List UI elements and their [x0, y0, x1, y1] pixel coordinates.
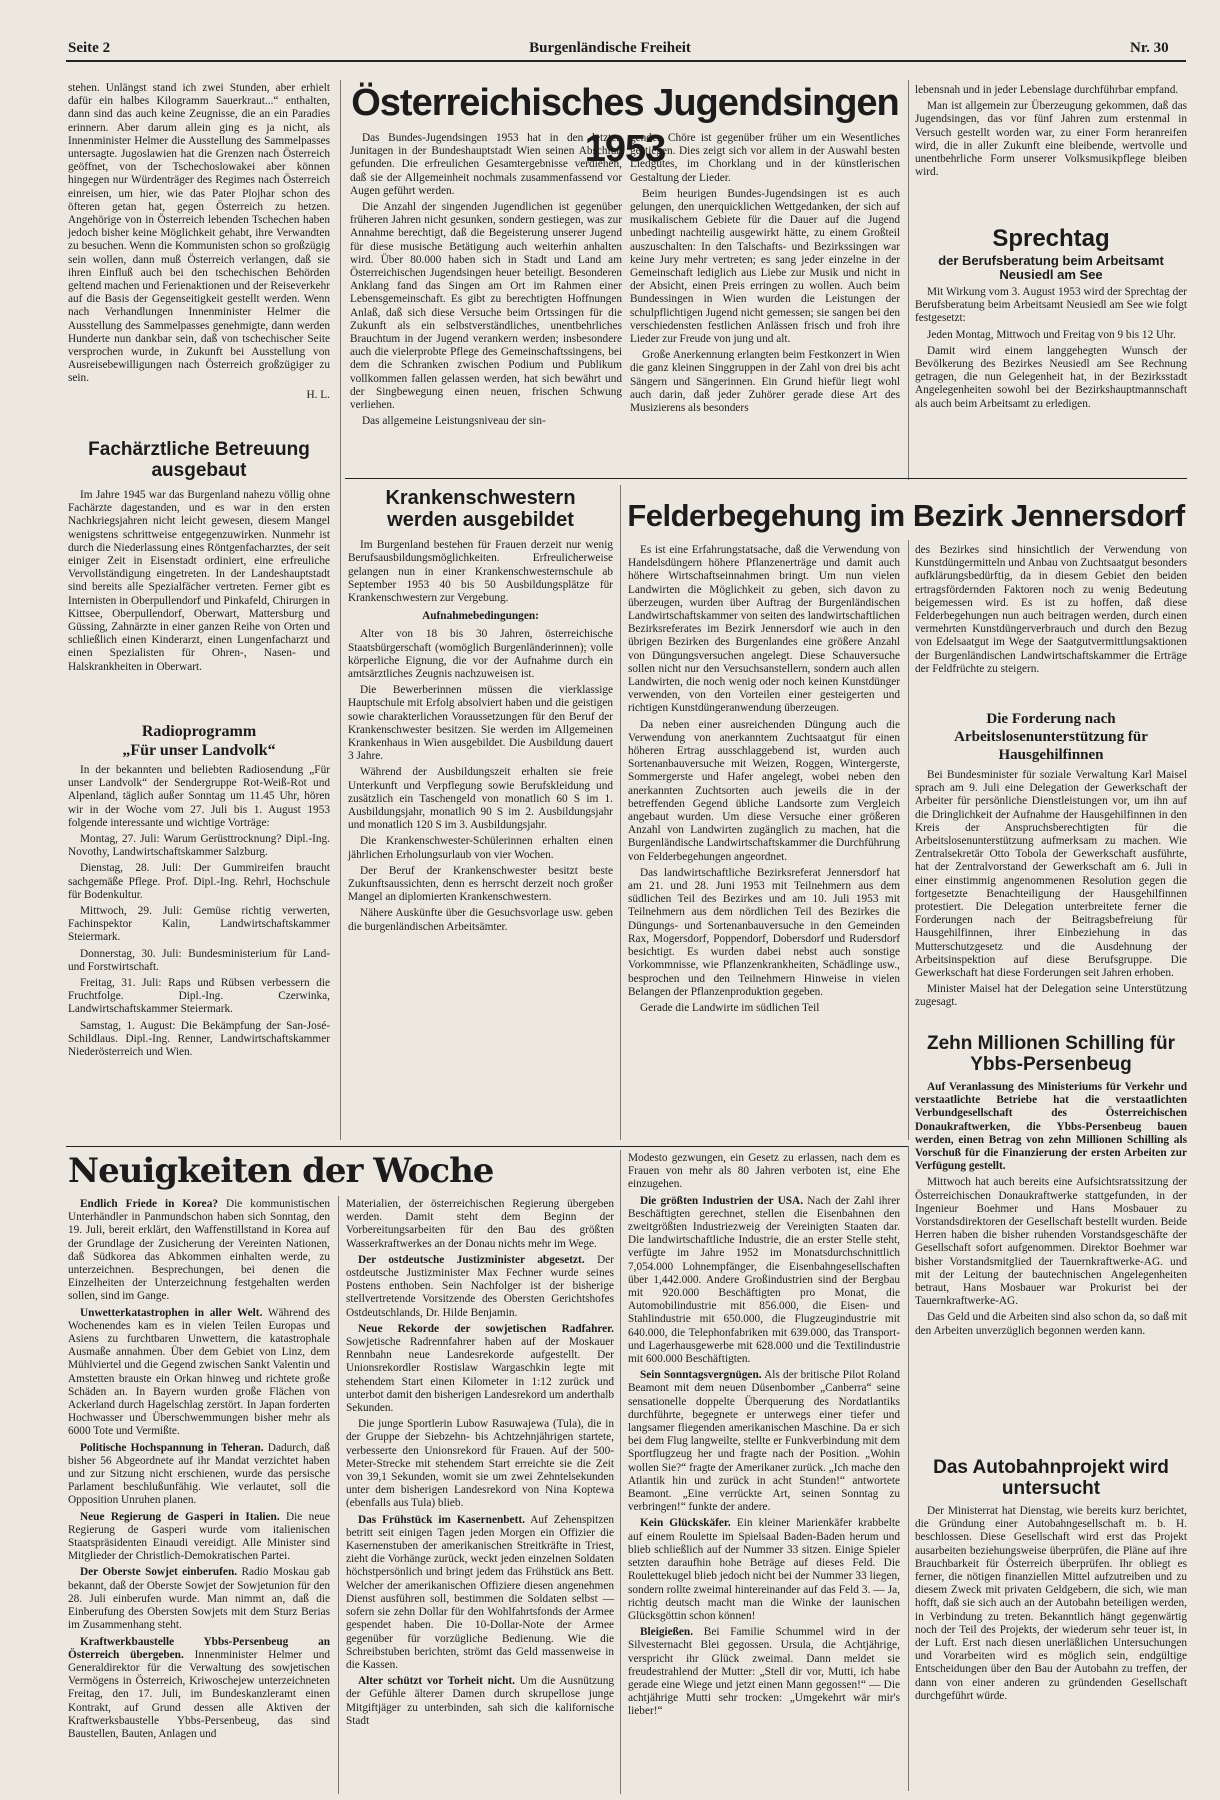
kranken-article — [348, 488, 613, 1138]
autobahn-article — [915, 1458, 1187, 1793]
news-text: Die junge Sportlerin Lubow Rasuwajewa (Tula), die in der Gruppe der Siebzehn- bis Achtzehnjährigen startete, verbesserte den Unionsrekord für Frauen. Auf der 500-Meter-Strecke mit stehendem Start erreichte sie die Zeit von 39,1 Sekunden, womit sie um zwei Zehntelsekunden unter dem bisherigen Landesrekord von Nina Koptewa (ebenfalls aus Tula) blieb. — [346, 1418, 614, 1510]
jugend-paragraph: Große Anerkennung erlangten beim Festkonzert in Wien die ganz kleinen Singgruppen in der Zahl von drei bis acht Sängern und Sängerinnen. Ein Grund hiefür liegt wohl auch darin, daß jeder Zuhörer gerade diese Art des Musizierens als besonders — [630, 349, 900, 415]
jugend-paragraph: Man ist allgemein zur Überzeugung gekommen, daß das Jugendsingen, das vor fünf Jahren zum erstenmal in Versuch gestellt worden war, zu einer Form heranreifen wird, die in aller Zukunft eine bleibende, wertvolle und unentbehrliche Form unserer Volksmusikpflege bleiben wird. — [915, 100, 1187, 179]
news-lead: Sein Sonntagsvergnügen. — [640, 1369, 762, 1382]
kranken-intro: Im Burgenland bestehen für Frauen derzeit nur wenig Berufsausbildungsmöglichkeiten. Erfreulicherweise gelangen nun in einer Krankenschwesternschule ab September 1953 40 bis 50 Ausbildungsplätze für Krankenschwestern zur Vergebung. — [348, 539, 613, 604]
news-text: Auf Zehenspitzen betritt seit einigen Tagen jeden Morgen ein Offizier die Kasernenstuben der amerikanischen Streitkräfte in Triest, zieht die Vorhänge zurück, weckt jeden einzelnen Soldaten höchstpersönlich und bringt jedem das Frühstück ans Bett. Welcher der amerikanischen Offiziere diesen angenehmen Dienst ausführen soll, bestimmen die Soldaten selbst — sofern sie zehn Dollar für den Wohlfahrtsfonds der Armee gespendet haben. Die 10-Dollar-Note der Armee gegenüber für vorzügliche Bedienung. Wie die Schreibstuben berichten, strömt das Geld massenweise in die Kassen. — [346, 1513, 614, 1671]
news-text: Radio Moskau gab bekannt, daß der Oberste Sowjet der Sowjetunion für den 28. Juli einberufen wurde. Man nimmt an, daß die Einberufung des Obersten Sowjets mit dem Sturz Berias im Zusammenhang steht. — [68, 1566, 330, 1632]
kranken-paragraph: Die Bewerberinnen müssen die vierklassige Hauptschule mit Erfolg absolviert haben und die geistigen sowie charakterlichen Voraussetzungen für den Beruf der Krankenschwester besitzen. Sie werden im Allgemeinen Krankenhaus in Wien ausgebildet. Die Ausbildung dauert 3 Jahre. — [348, 684, 613, 763]
ybbs-paragraph: Das Geld und die Arbeiten sind also schon da, so daß mit den Arbeiten unverzüglich begonnen werden kann. — [915, 1311, 1187, 1337]
radio-item: Donnerstag, 30. Juli: Bundesministerium für Land- und Forstwirtschaft. — [68, 947, 330, 973]
news-lead: Das Frühstück im Kasernenbett. — [358, 1513, 525, 1526]
radio-item: Samstag, 1. August: Die Bekämpfung der San-José-Schildlaus. Dipl.-Ing. Renner, Landwirtschaftskammer Niederösterreich und Wien. — [68, 1019, 330, 1059]
kranken-paragraph: Der Beruf der Krankenschwester besitzt beste Zukunftsaussichten, denn es herrscht derzeit noch großer Mangel an diplomierten Krankenschwestern. — [348, 864, 613, 904]
kranken-paragraph: Die Krankenschwester-Schülerinnen erhalten einen jährlichen Erholungsurlaub von vier Wochen. — [348, 835, 613, 861]
section-rule — [66, 1146, 908, 1147]
jugend-paragraph: Das Bundes-Jugendsingen 1953 hat in den letzten Junitagen in der Bundeshauptstadt Wien seinen Abschluß gefunden. Die erfreulichen Gesamtergebnisse verdienen, daß sie der Allgemeinheit nochmals zusammenfassend vor Augen geführt werden. — [350, 132, 622, 197]
forderung-paragraph: Bei Bundesminister für soziale Verwaltung Karl Maisel sprach am 9. Juli eine Delegation der Gewerkschaft der Arbeiter für persönliche Dienstleistungen vor, um ihn auf die Dringlichkeit der Aufnahme der Hausgehilfinnen in den Kreis der Anspruchsberechtigten für die Arbeitslosenunterstützung aufmerksam zu machen. Wie Zentralsekretär Otto Tobola der Gewerkschaft ausführte, hat der Zentralvorstand der Gewerkschaft am 6. Juli in einer einstimmig angenommenen Resolution gegen die fortgesetzte Benachteiligung der Hausgehilfinnen protestiert. Die Delegation unterbreitete ferner die Forderungen nach der Beitragsbefreiung für Hausgehilfinnen, ihrer Einbeziehung in das Mutterschutzgesetz und die Ausdehnung der Arbeitsinspektion auf diese Berufsgruppe. Die Gewerkschaft hat diese Forderungen seit Jahren erhoben. — [915, 769, 1187, 980]
ybbs-paragraph: Mittwoch hat auch bereits eine Aufsichtsratssitzung der Österreichischen Donaukraftwerke stattgefunden, in der Ingenieur Boehmer und Hans Mosbauer zu Vorstandsdirektoren der Gesellschaft bestellt wurden. Beide Herren haben die bisher ruhenden Vorstandsgeschäfte der Gesellschaft sofort aufgenommen. Direktor Boehmer war bisher Vorstandsmitglied der Tauernkraftwerke-AG. und mit der Leitung der bautechnischen Angelegenheiten betraut, Hans Mosbauer war Prokurist bei der Tauernkraftwerke-AG. — [915, 1176, 1187, 1308]
neuigkeiten-column-3 — [628, 1152, 900, 1796]
radio-item: Dienstag, 28. Juli: Der Gummireifen braucht sachgemäße Pflege. Prof. Dipl.-Ing. Rehrl, Hochschule für Bodenkultur. — [68, 862, 330, 901]
news-lead: Der Oberste Sowjet einberufen. — [80, 1566, 238, 1579]
column-divider — [620, 1150, 621, 1794]
column-divider — [620, 485, 621, 1140]
sprechtag-subtitle: der Berufsberatung beim Arbeitsamt Neusiedl am See — [938, 252, 1164, 282]
column-divider — [338, 1196, 339, 1794]
facharzt-article — [68, 440, 330, 710]
news-text: Innenminister Helmer und Generaldirektor für die Verwaltung des sowjetischen Vermögens in Österreich, Kriwoschejew unterzeichneten Freitag, den 17. Juli, im Bundeskanzleramt einen Kontrakt, auf Grund dessen alle Aktiven der Kraftwerksbaustelle Ybbs-Persenbeug, das sind Baustellen, Bauten, Anlagen und — [68, 1648, 330, 1740]
news-text: Der ostdeutsche Justizminister Max Fechner wurde seines Postens enthoben. Sein Nachfolger ist der bisherige stellvertretende Vorsitzende des Obersten Gerichtshofes Ostdeutschlands, Dr. Hilde Benjamin. — [346, 1253, 615, 1319]
felder-paragraph: Da neben einer ausreichenden Düngung auch die Verwendung von anerkanntem Zuchtsaatgut für einen höheren Ertrag ausschlaggebend ist, wurden auch Sortenanbauversuche mit Weizen, Roggen, Wintergerste, Sommergerste und Hafer angelegt, wobei neben den anerkannten Zuchtsorten auch jeweils die in der betreffenden Gegend übliche Landsorte zum Vergleich angebaut wurden. Um diese Versuche einer größeren Anzahl von Landwirten zugänglich zu machen, hat die Burgenländische Landwirtschaftskammer die Durchführung von Felderbegehungen angeordnet. — [628, 718, 900, 863]
news-lead: Kein Glückskäfer. — [640, 1517, 731, 1530]
news-lead: Neue Regierung de Gasperi in Italien. — [80, 1510, 280, 1523]
felder-column-a — [628, 544, 900, 1140]
radio-title: Radioprogramm — [141, 723, 257, 740]
news-lead: Die größten Industrien der USA. — [640, 1194, 804, 1207]
section-rule — [345, 478, 1187, 479]
felder-column-b — [915, 544, 1187, 704]
news-lead: Bleigießen. — [640, 1626, 694, 1639]
jugend-paragraph: lebensnah und in jeder Lebenslage durchführbar empfand. — [915, 84, 1179, 96]
autobahn-title: Das Autobahnprojekt wird untersucht — [933, 1457, 1169, 1499]
forderung-paragraph: Minister Maisel hat der Delegation seine Unterstützung zugesagt. — [915, 983, 1187, 1009]
facharzt-body: Im Jahre 1945 war das Burgenland nahezu völlig ohne Fachärzte dagestanden, und es war in den ersten Nachkriegsjahren nicht leicht gewesen, diesem Mangel wenigstens schrittweise entgegenzuwirken. Nunmehr ist durch die Niederlassung eines Röntgenfacharztes, der seit einiger Zeit in Eisenstadt ordiniert, eine erfreuliche Vervollständigung eingetreten. In der Landeshauptstadt sind bereits alle Spezialfächer vertreten. Ferner gibt es Internisten in Oberpullendorf und Pinkafeld, Chirurgen in Kittsee, Oberpullendorf, Oberwart, Mattersburg und Güssing, Zahnärzte in einer ganzen Reihe von Orten und schließlich einen Kinderarzt, einen Lungenfacharzt und einen Spezialisten für Ohren-, Nasen- und Halskrankheiten in Oberwart. — [68, 489, 330, 673]
radio-subtitle: „Für unser Landvolk“ — [122, 742, 276, 759]
kranken-subhead: Aufnahmebedingungen: — [422, 610, 539, 623]
news-text: Die kommunistischen Unterhändler in Panmundschon haben sich Sonntag, den 19. Juli, bereit erklärt, den Waffenstillstand in Korea auf der Grundlage der Zusicherung der Vereinten Nationen, daß Südkorea das Abkommen einhalten werde, zu unterzeichnen. Besprechungen, bei denen die Einzelheiten der Unterzeichnung festgehalten werden sollen, sind im Gange. — [68, 1198, 330, 1303]
jugend-paragraph: Beim heurigen Bundes-Jugendsingen ist es auch gelungen, den unerquicklichen Wettgedanken, der sich auf musikalischem Gebiete für die Dauer auf die Jugend unbedingt nachteilig ausgewirkt hätte, zu einem Großteil auszuschalten: In den Talschafts- und Bezirkssingen war keine Jury mehr vertreten; es sang jeder einzelne in der Gemeinschaft lediglich aus Liebe zur Musik und nicht in der Absicht, einen Preis erringen zu wollen. Auch beim Bundessingen in Wien wurden die Leistungen der schulpflichtigen Jugend nicht gemessen; sie sangen bei den verschiedensten festlichen Anlässen frisch und froh ihre Lieder zur Freude von jung und alt. — [630, 187, 900, 346]
news-text: Während des Wochenendes kam es in vielen Teilen Europas und Asiens zu furchtbaren Unwettern, die katastrophale Ausmaße annahmen. Über dem Gebiet von Linz, dem Mühlviertel und die Gegend zwischen Sankt Valentin und Amstetten brauste ein Orkan hinweg und richtete große Schäden an. In Bayern wurden große Flächen von Ackerland durch Hagelschlag zerstört. In Japan forderten Hochwasser und Überschwemmungen bisher mehr als 6000 Tote und Vermißte. — [68, 1306, 330, 1438]
jugend-column-b — [630, 132, 900, 468]
neuigkeiten-column-2 — [346, 1198, 614, 1796]
header-rule — [66, 60, 1186, 62]
felder-paragraph: Es ist eine Erfahrungstatsache, daß die Verwendung von Handelsdüngern höhere Pflanzenerträge und damit auch höhere Wirtschaftseinnahmen bringt. Um nun vielen Landwirten die Möglichkeit zu geben, sich davon zu überzeugen, wurden über Auftrag der Burgenländischen Landwirtschaftskammer von seiten des landwirtschaftlichen Bezirksreferates im Bezirk Jennersdorf wie auch in den übrigen Bezirken des Burgenlandes eine größere Anzahl von Düngungsversuchen angelegt. Diese Schauversuche sollen nicht nur den Versuchsanstellern, sondern auch allen Landwirten, die noch wenig oder noch keinen Kunstdünger verwenden, von den Vorteilen einer gesteigerten und richtigen Kunstdüngeranwendung überzeugen. — [628, 544, 900, 715]
radio-article — [68, 722, 330, 1142]
news-text: Modesto gezwungen, ein Gesetz zu erlassen, nach dem es Frauen von mehr als 80 Jahren verboten ist, eine Ehe einzugehen. — [628, 1152, 900, 1191]
news-lead: Alter schützt vor Torheit nicht. — [358, 1675, 515, 1688]
sprechtag-paragraph: Jeden Montag, Mittwoch und Freitag von 9 bis 12 Uhr. — [927, 328, 1176, 341]
news-text: Bei Familie Schummel wird in der Silvesternacht Blei gegossen. Ursula, die Achtjährige, verspricht ihr Glück zweimal. Dann meldet sie freudestrahlend der Mutter: „Stell dir vor, Mutti, ich habe gerade eine Wiege und jetzt einen Mann gegossen!“ — Die achtjährige Mutti sehr trocken: „Umgekehrt wär mir's lieber!“ — [628, 1626, 900, 1718]
news-lead: Endlich Friede in Korea? — [80, 1198, 218, 1210]
news-text: Materialien, der österreichischen Regierung übergeben werden. Damit steht dem Beginn der Vorbereitungsarbeiten für den Bau des größten Wasserkraftwerkes an der Donau nichts mehr im Wege. — [346, 1198, 614, 1250]
news-lead: Der ostdeutsche Justizminister abgesetzt. — [358, 1253, 585, 1266]
kranken-paragraph: Nähere Auskünfte über die Gesuchsvorlage usw. geben die burgenländischen Arbeitsämter. — [348, 907, 613, 933]
ybbs-title: Zehn Millionen Schilling für Ybbs-Persenbeug — [926, 1033, 1176, 1075]
sprechtag-title: Sprechtag — [992, 225, 1110, 252]
forderung-title: Die Forderung nach Arbeitslosenunterstützung für Hausgehilfinnen — [954, 711, 1148, 763]
forderung-article — [915, 710, 1187, 1025]
kranken-paragraph: Alter von 18 bis 30 Jahren, österreichische Staatsbürgerschaft (womöglich Burgenländerinnen); volle körperliche Eignung, die vor der Aufnahme durch ein amtsärztliches Zeugnis nachzuweisen ist. — [348, 628, 613, 681]
ybbs-lead: Auf Veranlassung des Ministeriums für Verkehr und verstaatlichte Betriebe hat die verstaatlichten Verbundgesellschaft des Österreichischen Donaukraftwerken, die Ybbs-Persenbeug bauen werden, einen Betrag von zehn Millionen Schilling als Vorschuß für die Finanzierung der ersten Arbeiten zur Verfügung gestellt. — [915, 1081, 1187, 1173]
jugend-title: Österreichisches Jugendsingen 1953 — [351, 82, 899, 170]
column-divider — [908, 80, 909, 480]
radio-item: Freitag, 31. Juli: Raps und Rübsen verbessern die Fruchtfolge. Dipl.-Ing. Czerwinka, Landwirtschaftskammer Steiermark. — [68, 977, 330, 1016]
column-divider — [340, 80, 341, 1140]
felder-title: Felderbegehung im Bezirk Jennersdorf — [627, 498, 1185, 533]
kranken-title: Krankenschwestern werden ausgebildet — [385, 487, 576, 531]
kranken-paragraph: Während der Ausbildungszeit erhalten sie freie Unterkunft und Verpflegung sowie Berufskleidung und zusätzlich ein Taschengeld von monatlich 60 S im 1. Ausbildungsjahr, monatlich 90 S im 2. Ausbildungsjahr und monatlich 120 S im 3. Ausbildungsjahr. — [348, 766, 613, 832]
news-text: Ein kleiner Marienkäfer krabbelte auf einem Roulette im Spielsaal Baden-Baden herum und blieb schließlich auf der Nummer 33 sitzen. Einige Spieler setzten daraufhin hohe Beträge auf dieses Feld. Die Roulettekugel blieb jedoch nicht bei der Nummer 33 liegen, sondern rollte zweimal hintereinander auf das Feld 3. — Ja, richtig deutsch macht man die Winke der launischen Glücksgöttin schon können! — [628, 1517, 900, 1622]
felder-paragraph: des Bezirkes sind hinsichtlich der Verwendung von Kunstdüngermitteln und Anbau von Zuchtsaatgut besonders aufklärungsbedürftig, da in diesem Gebiet den beiden ertragsfördernden Faktoren noch zu wenig Bedeutung beigemessen wird. Es ist zu hoffen, daß diese Felderbegehungen nun auch beitragen werden, durch einen vermehrten Kunstdüngerverbrauch und durch den Bezug von Edelsaatgut im Wege der Saatgutvermittlungsaktionen der Burgenländischen Landwirtschaftskammer die Erträge der Feldfrüchte zu steigern. — [915, 544, 1187, 675]
news-text: Die neue Regierung de Gasperi wurde vom italienischen Staatspräsidenten Einaudi vereidigt. Alle Minister sind Mitglieder der Christlich-Demokratischen Partei. — [68, 1510, 330, 1563]
jugend-paragraph: Die Anzahl der singenden Jugendlichen ist gegenüber früheren Jahren nicht gesunken, sondern gestiegen, was zur Annahme berechtigt, daß die Begeisterung unserer Jugend für diese musische Betätigung auch weiterhin anhalten wird. Über 80.000 haben sich in Stadt und Land am Österreichischen Jugendsingen heuer beteiligt. Besonderen Anklang fand das Singen am Ort im Rahmen einer Lebensgemeinschaft. Es gibt zu berechtigten Hoffnungen Anlaß, daß sich diese Versuche beim Ortssingen für die Zukunft als ein selbstverständliches, unentbehrliches Brauchtum in der Jugend verankern werden; insbesondere auch die vielerprobte Pflege des Gemeinschaftssingens, bei dem die Schranken zwischen Podium und Publikum vollkommen fallen gelassen werden, hat sich bewährt und der Singbewegung einen neuen, frischen Schwung verliehen. — [350, 201, 622, 412]
news-text: Um die Ausnützung der Gefühle älterer Damen durch skrupellose junge Mitgiftjäger zu unterbinden, sah sich die kalifornische Stadt — [346, 1675, 614, 1727]
intro-paragraph: stehen. Unlängst stand ich zwei Stunden, aber erhielt dafür ein halbes Kilogramm Sauerkraut...“ enthalten, dann sind das auch keine Zeugnisse, die an ein Paradies erinnern. Aber darum allein ging es ja nicht, als Innenminister Helmer die Ausstellung des Sammelpasses untersagte. Jugoslawien hat die Grenzen nach Österreich geöffnet, von der Tschechoslowakei aber können hingegen nur Würdenträger des Regimes nach Österreich einreisen, um hier, wie das Pater Plojhar schon des öfteren getan hat, gegen Österreich zu hetzen. Angehörige von in Österreich lebenden Tschechen haben jedoch bisher keine Möglichkeit gehabt, ihre Verwandten zu besuchen. Wenn die Kommunisten schon so großzügig sein wollen, dann muß Österreich verlangen, daß sie ihren Einfluß auch bei den tschechischen Behörden geltend machen und Ferienaktionen und der Reiseverkehr auf die Basis der Gegenseitigkeit gestellt werden. Wenn nach Verhandlungen Innenminister Helmer die Ausstellung des Sammelpasses genehmigte, dann werden Hunderte nun dankbar sein, daß von tschechischer Seite versprochen wurde, in Zukunft bei Ausstellung von Ausreisebewilligungen nach Österreich großzügiger zu sein. — [68, 82, 330, 385]
newspaper-name: Burgenländische Freiheit — [529, 40, 691, 56]
facharzt-title: Fachärztliche Betreuung ausgebaut — [88, 439, 310, 481]
jugend-column-c — [915, 84, 1187, 214]
column-divider — [908, 540, 909, 1140]
news-lead: Unwetterkatastrophen in aller Welt. — [80, 1306, 263, 1319]
sprechtag-paragraph: Mit Wirkung vom 3. August 1953 wird der Sprechtag der Berufsberatung beim Arbeitsamt Neusiedl am See wie folgt festgesetzt: — [915, 285, 1187, 325]
news-text: Sowjetische Radrennfahrer haben auf der Moskauer Rennbahn neue Landesrekorde aufgestellt. Der Unionsrekordler Rostislaw Wargaschkin legte mit stehendem Start einen Kilometer in 1:12 zurück und unterbot damit den bisherigen Landesrekord um anderthalb Sekunden. — [346, 1336, 614, 1415]
column-divider — [908, 1146, 909, 1791]
sprechtag-article — [915, 226, 1187, 476]
page-number: Seite 2 — [68, 40, 111, 56]
jugend-column-a — [350, 132, 622, 468]
news-text: Als der britische Pilot Roland Beamont mit dem neuen Düsenbomber „Canberra“ seine sensationelle doppelte Überquerung des Nordatlantiks durchführte, begegnete er unterwegs einer tiefer und langsamer fliegenden amerikanischen Maschine. Da er sich bei dem Flug langweilte, stellte er Funkverbindung mit dem Sportflugzeug her und fragte nach der Position. „Wohin wollen Sie?“ fragte der Amerikaner zurück. „Ich mache den Atlantik hin und zurück in acht Stunden!“ antwortete Beamont. „Eine verrückte Art, seinen Sonntag zu verbringen!“ funkte der andere. — [628, 1369, 900, 1514]
felder-paragraph: Das landwirtschaftliche Bezirksreferat Jennersdorf hat am 21. und 28. Juni 1953 mit Teilnehmern aus dem südlichen Teil des Bezirkes und am 10. Juli 1953 mit Teilnehmern aus dem nördlichen Teil des Bezirkes die Düngungs- und Sortenanbauversuche in den Gemeinden Rax, Mogersdorf, Poppendorf, Dobersdorf und Rudersdorf besichtigt. Es wurden dabei nebst auch sonstige Vorkommnisse, wie Pflanzenkrankheiten, Schädlinge usw., besprochen und den Teilnehmern Hinweise in vielen Belangen der Pflanzenproduktion gegeben. — [628, 866, 900, 998]
radio-item: Montag, 27. Juli: Warum Gerüsttrocknung? Dipl.-Ing. Novothy, Landwirtschaftskammer Salzburg. — [68, 833, 330, 859]
neuigkeiten-column-1 — [68, 1198, 330, 1796]
news-lead: Neue Rekorde der sowjetischen Radfahrer. — [358, 1322, 614, 1335]
radio-item: Mittwoch, 29. Juli: Gemüse richtig verwerten, Fachinspektor Kalin, Landwirtschaftskammer Steiermark. — [68, 905, 330, 944]
neuigkeiten-title: Neuigkeiten der Woche — [68, 1151, 494, 1191]
intro-signature: H. L. — [306, 388, 330, 401]
issue-number: Nr. 30 — [1130, 40, 1169, 56]
radio-intro: In der bekannten und beliebten Radiosendung „Für unser Landvolk“ der Sendergruppe Rot-Weiß-Rot und Alpenland, täglich außer Sonntag um 11.45 Uhr, hören wir in der Woche vom 27. Juli bis 1. August 1953 folgende interessante und wichtige Vorträge: — [68, 764, 330, 829]
news-lead: Politische Hochspannung in Teheran. — [80, 1441, 264, 1454]
sprechtag-paragraph: Damit wird einem langgehegten Wunsch der Bevölkerung des Bezirkes Neusiedl am See Rechnung getragen, die nun Gelegenheit hat, in der Bezirksstadt Angelegenheiten sowohl bei der Bezirkshauptmannschaft als auch beim Arbeitsamt zu erledigen. — [915, 344, 1187, 410]
news-lead: Kraftwerkbaustelle Ybbs-Persenbeug an Österreich übergeben. — [68, 1635, 330, 1661]
news-text: Dadurch, daß bisher 56 Abgeordnete auf ihr Mandat verzichtet haben und zur Sitzung nicht erschienen, wurde das persische Parlament beschlußunfähig. Wie verlautet, soll die Opposition Unruhen planen. — [68, 1441, 330, 1507]
felder-paragraph: Gerade die Landwirte im südlichen Teil — [640, 1001, 820, 1014]
column-1-intro — [68, 82, 330, 428]
jugend-paragraph: Das allgemeine Leistungsniveau der sin- — [362, 415, 546, 428]
autobahn-paragraph: Der Ministerrat hat Dienstag, wie bereits kurz berichtet, die Gründung einer Autobahngesellschaft m. b. H. beschlossen. Diese Gesellschaft wird erst das Projekt ausarbeiten beziehungsweise überprüfen, die Pläne auf ihre Brauchbarkeit für Österreich überprüfen. Ihr obliegt es ferner, die nötigen finanziellen Mittel aufzutreiben und zu diesem Zweck mit privaten Geldgebern, die sich, wie man hofft, daß sie sich auch an der Autobahn beteiligen werden, in Verbindung zu treten. Bekanntlich hängt gegenwärtig noch der Teil des Projekts, der wiederum sehr teuer ist, in der Luft. Erst nach diesen unerläßlichen Untersuchungen und Vorarbeiten wird es möglich sein, endgültige Entscheidungen über den Bau der Autobahn zu treffen, der dann von einer anderen zu gründenden Gesellschaft durchgeführt würde. — [915, 1505, 1187, 1702]
ybbs-article — [915, 1034, 1187, 1454]
jugend-paragraph: genden Chöre ist gegenüber früher um ein Wesentliches gestiegen. Dies zeigt sich vor allem in der Auswahl besten Liedgutes, im Chorklang und in der künstlerischen Gestaltung der Lieder. — [630, 132, 900, 184]
news-text: Nach der Zahl ihrer Beschäftigten gerechnet, stellen die Eisenbahnen den zweitgrößten Industriezweig der Vereinigten Staaten dar. Die landwirtschaftliche Industrie, die an erster Stelle steht, verfügte im Jahre 1952 im Monatsdurchschnittlich 7,054.000 Lohnempfänger, die Eisenbahngesellschaften über 1,442.000. Andere Großindustrien sind der Bergbau mit 920.000 Beschäftigten pro Monat, die Automobilindustrie mit 856.000, die Eisen- und Stahlindustrie mit 650.000, die Flugzeugindustrie mit 640.000, die Telephonfabriken mit 639.000, das Transport- und Lagerhausgewerbe mit 628.000 und die Textilindustrie mit 600.000 Beschäftigten. — [628, 1194, 900, 1366]
